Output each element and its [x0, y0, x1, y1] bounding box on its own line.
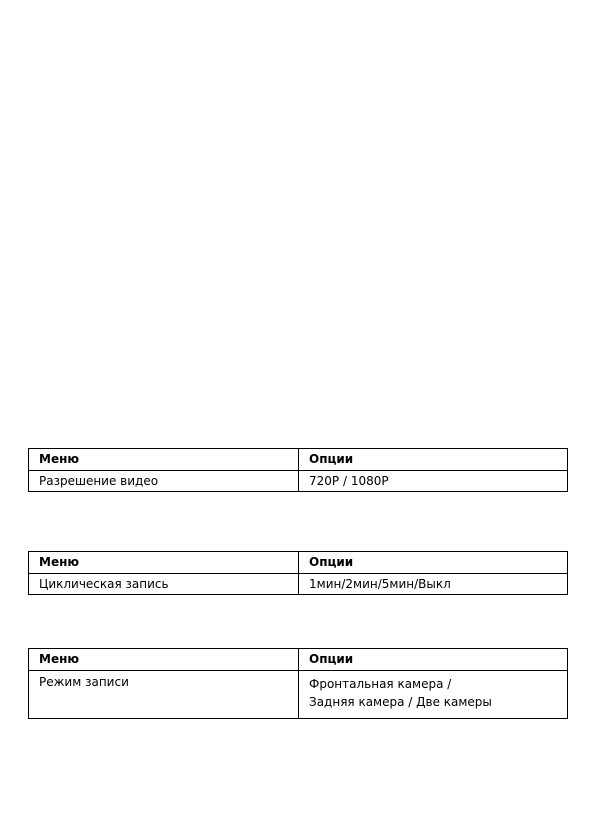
- column-header-menu: Меню: [29, 449, 299, 471]
- settings-table-loop-recording: [28, 551, 568, 595]
- options-line: 1мин/2мин/5мин/Выкл: [309, 576, 451, 591]
- table-row: [29, 574, 568, 595]
- table-row: [29, 671, 568, 719]
- column-header-options: Опции: [299, 552, 568, 574]
- table-row: [29, 471, 568, 492]
- column-header-menu: Меню: [29, 649, 299, 671]
- options-cell: [299, 671, 568, 719]
- options-line: Задняя камера / Две камеры: [309, 695, 492, 709]
- options-cell: [299, 574, 568, 595]
- menu-cell: Циклическая запись: [29, 574, 299, 595]
- table-header-row: [29, 552, 568, 574]
- column-header-menu: Меню: [29, 552, 299, 574]
- options-cell: [299, 471, 568, 492]
- options-line: 720P / 1080P: [309, 473, 389, 488]
- table-header-row: [29, 449, 568, 471]
- settings-table-recording-mode: [28, 648, 568, 719]
- column-header-options: Опции: [299, 649, 568, 671]
- table-header-row: [29, 649, 568, 671]
- column-header-options: Опции: [299, 449, 568, 471]
- menu-cell: Режим записи: [29, 671, 299, 719]
- settings-table-video-resolution: [28, 448, 568, 492]
- menu-cell: Разрешение видео: [29, 471, 299, 492]
- options-line: Фронтальная камера /: [309, 677, 452, 691]
